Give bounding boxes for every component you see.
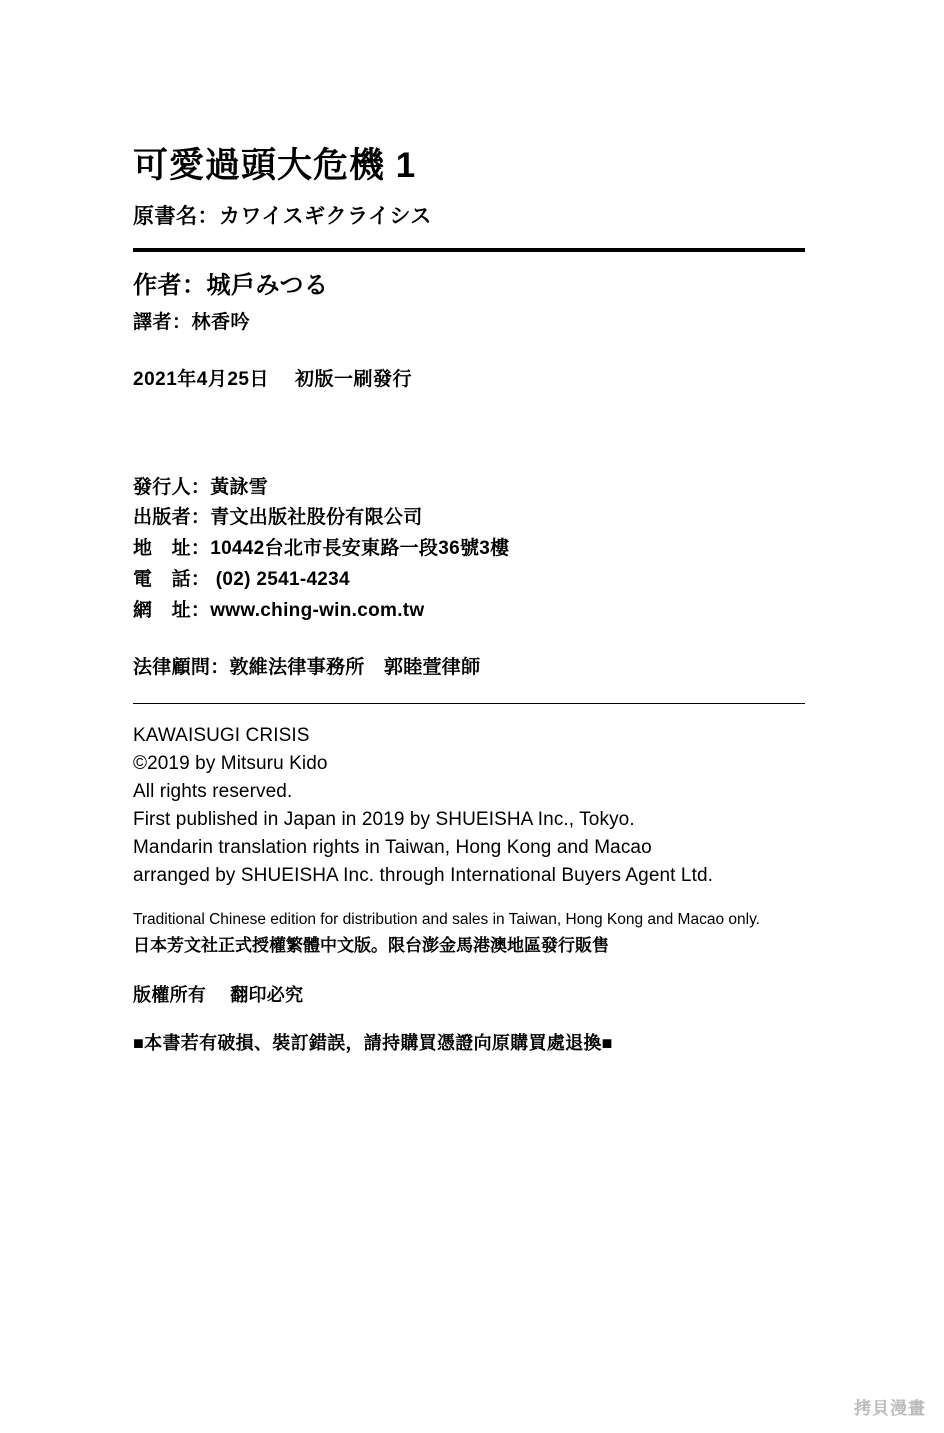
- original-title: 原書名：カワイスギクライシス: [133, 205, 432, 229]
- author-name: 作者：城戶みつる: [133, 272, 329, 300]
- divider-thick: [133, 248, 805, 252]
- credits-block: [133, 270, 813, 333]
- book-title: 可愛過頭大危機 1: [133, 146, 417, 185]
- publication-date: 2021年4月25日: [133, 368, 269, 390]
- divider-thin: [133, 703, 805, 704]
- distribution-notice-chinese: 日本芳文社正式授權繁體中文版。限台澎金馬港澳地區發行販售: [133, 936, 609, 956]
- edition-label: 初版一刷發行: [294, 368, 412, 390]
- publisher-line: 發行人：黃詠雪: [133, 476, 269, 498]
- translation-rights-a: Mandarin translation rights in Taiwan, Hong Kong and Macao: [133, 837, 652, 859]
- translation-rights-b: arranged by SHUEISHA Inc. through International Buyers Agent Ltd.: [133, 865, 714, 887]
- copyright-statement: [133, 981, 813, 1007]
- rights-reserved: All rights reserved.: [133, 781, 293, 803]
- damage-notice: ■本書若有破損、裝訂錯誤，請持購買憑證向原購買處退換■: [133, 1032, 613, 1053]
- publisher-line: 出版者：青文出版社股份有限公司: [133, 507, 423, 529]
- publisher-website: 網 址：www.ching-win.com.tw: [133, 599, 425, 621]
- publication-date-row: [133, 364, 813, 391]
- first-published: First published in Japan in 2019 by SHUEISHA Inc., Tokyo.: [133, 809, 635, 831]
- copyright-holder: ©2019 by Mitsuru Kido: [133, 753, 328, 775]
- english-title: KAWAISUGI CRISIS: [133, 725, 310, 747]
- publisher-block: [133, 473, 813, 627]
- colophon-block: [133, 146, 813, 1055]
- publisher-line: 電 話： (02) 2541-4234: [133, 568, 350, 590]
- watermark: 拷貝漫畫: [854, 1399, 926, 1418]
- english-notice-block: [133, 722, 813, 890]
- translator-name: 譯者：林香吟: [133, 311, 251, 333]
- copyright-owned: 版權所有: [133, 984, 207, 1005]
- legal-advisor: 法律顧問：敦維法律事務所 郭睦萱律師: [133, 657, 481, 679]
- copyright-reprint: 翻印必究: [230, 984, 304, 1005]
- divider-thin-wrap: [133, 703, 813, 704]
- distribution-notice-english: Traditional Chinese edition for distribution and sales in Taiwan, Hong Kong and Macao only.: [133, 911, 760, 928]
- publisher-line: 地 址：10442台北市長安東路一段36號3樓: [133, 538, 510, 560]
